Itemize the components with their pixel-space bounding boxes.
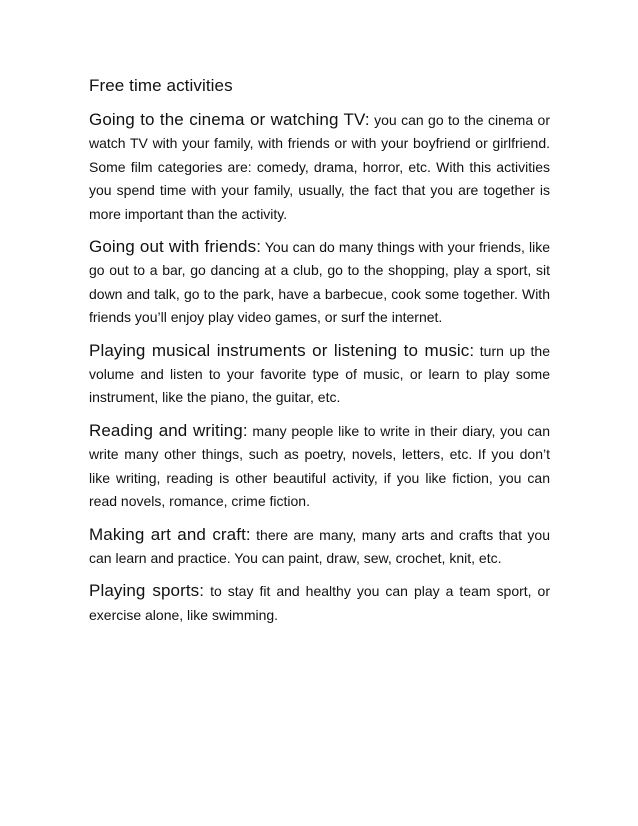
section-art-craft: [89, 523, 550, 571]
document-page: [89, 74, 550, 636]
section-body: You can do many things with your friends, like go out to a bar, go dancing at a club, go to the shopping, play a sport, sit down and talk, go to the park, have a barbecue, cook some together. With friends you’ll enjoy play video games, or surf the internet.: [89, 239, 550, 326]
section-body: turn up the volume and listen to your favorite type of music, or learn to play some instrument, like the piano, the guitar, etc.: [89, 342, 550, 406]
section-heading: Going out with friends:: [89, 237, 262, 257]
section-going-out: [89, 235, 550, 330]
section-heading: Reading and writing:: [89, 420, 248, 440]
section-heading: Playing musical instruments or listening to music:: [89, 340, 475, 360]
section-heading: Playing sports:: [89, 581, 205, 601]
section-cinema-tv: [89, 108, 550, 226]
section-body: to stay fit and healthy you can play a team sport, or exercise alone, like swimming.: [89, 583, 550, 623]
section-heading: Going to the cinema or watching TV:: [89, 110, 370, 129]
section-music: [89, 339, 550, 410]
document-title: Free time activities: [89, 76, 233, 95]
section-heading: Making art and craft:: [89, 524, 251, 544]
section-body: there are many, many arts and crafts that you can learn and practice. You can paint, draw, sew, crochet, knit, etc.: [89, 526, 550, 566]
section-body: many people like to write in their diary, you can write many other things, such as poetry, novels, letters, etc. If you don’t like writing, reading is other beautiful activity, if you like fiction, you can read novels, romance, crime fiction.: [89, 422, 550, 510]
section-body: you can go to the cinema or watch TV with your family, with friends or with your boyfriend or girlfriend. Some film categories are: comedy, drama, horror, etc. With this activities you spend time with your family, usually, the fact that you are together is more important than the activity.: [89, 112, 550, 222]
section-sports: [89, 579, 550, 627]
section-reading-writing: [89, 419, 550, 514]
